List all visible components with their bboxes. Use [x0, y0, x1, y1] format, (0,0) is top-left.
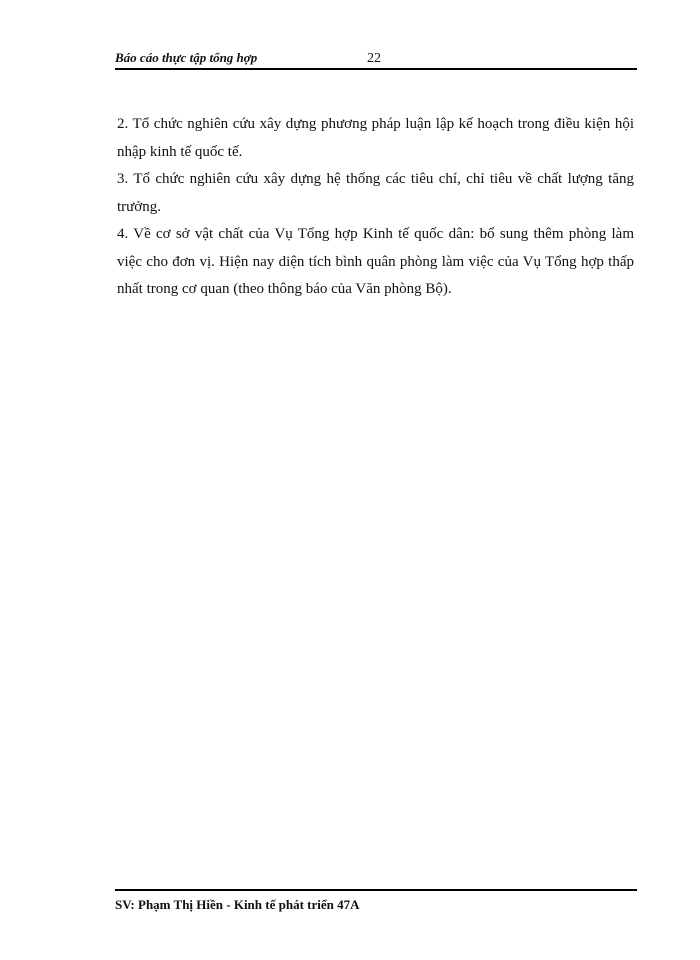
- paragraph-item-2: 2. Tổ chức nghiên cứu xây dựng phương pháp luận lập kế hoạch trong điều kiện hội nhập kinh tế quốc tế.: [117, 116, 634, 160]
- page-number: 22: [367, 51, 381, 66]
- page-footer: [115, 889, 637, 912]
- paragraph-item-4: 4. Về cơ sở vật chất của Vụ Tổng hợp Kinh tế quốc dân: bổ sung thêm phòng làm việc cho đơn vị. Hiện nay diện tích bình quân phòng làm việc của Vụ Tổng hợp thấp nhất trong cơ quan (theo thông báo của Văn phòng Bộ).: [117, 226, 634, 297]
- page-header: [115, 50, 637, 70]
- footer-text: SV: Phạm Thị Hiền - Kinh tế phát triển 47A: [115, 897, 360, 912]
- header-title: Báo cáo thực tập tổng hợp: [115, 50, 258, 65]
- document-body: [117, 111, 634, 304]
- paragraph-item-3: 3. Tổ chức nghiên cứu xây dựng hệ thống các tiêu chí, chỉ tiêu về chất lượng tăng trưởng.: [117, 171, 634, 215]
